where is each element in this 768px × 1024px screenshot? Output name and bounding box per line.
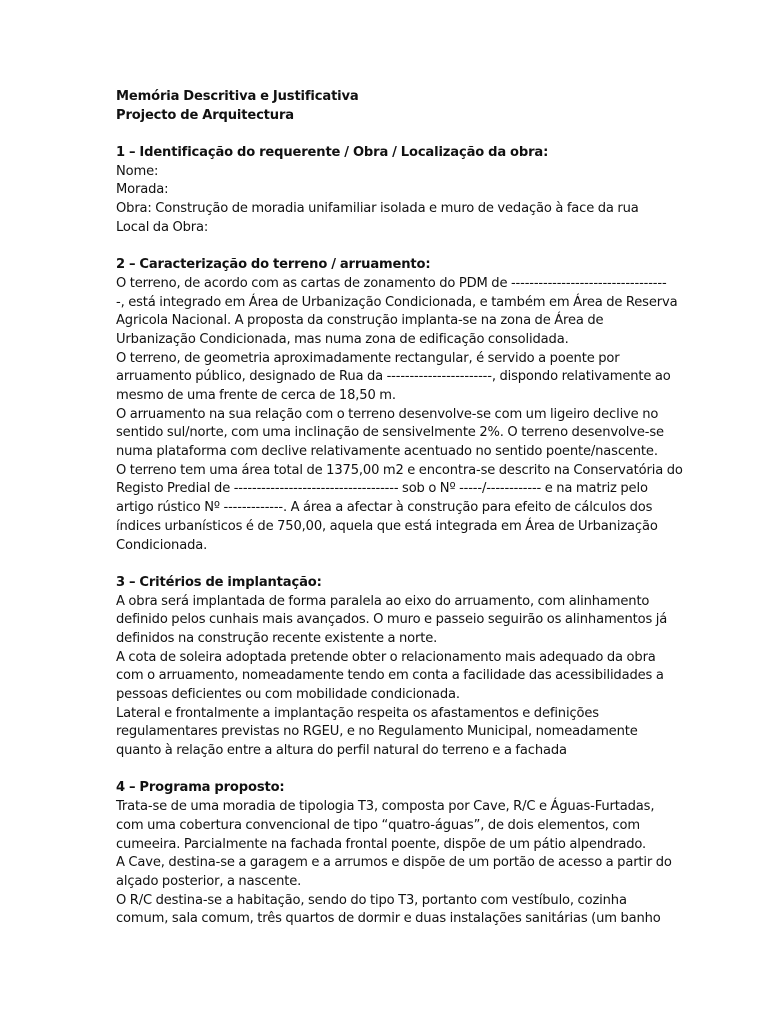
section-2-line: sentido sul/norte, com uma inclinação de sensivelmente 2%. O terreno desenvolve-se xyxy=(116,425,664,441)
section-2-line: mesmo de uma frente de cerca de 18,50 m. xyxy=(116,388,396,403)
section-3-line: A obra será implantada de forma paralela ao eixo do arruamento, com alinhamento xyxy=(116,593,650,609)
paragraph-spacer xyxy=(116,238,661,257)
section-2-line: O arruamento na sua relação com o terreno desenvolve-se com um ligeiro declive no xyxy=(116,406,659,422)
section-4-line: cumeeira. Parcialmente na fachada frontal poente, dispõe de um pátio alpendrado. xyxy=(116,836,647,852)
section-3-heading: 3 – Critérios de implantação: xyxy=(116,574,322,590)
paragraph-spacer xyxy=(116,761,661,780)
section-3-line: definido pelos cunhais mais avançados. O muro e passeio seguirão os alinhamentos já xyxy=(116,612,668,628)
section-3-line: A cota de soleira adoptada pretende obter o relacionamento mais adequado da obra xyxy=(116,649,656,665)
section-4-line: comum, sala comum, três quartos de dormir e duas instalações sanitárias (um banho xyxy=(116,911,661,927)
section-2-line: O terreno, de acordo com as cartas de zonamento do PDM de ---------------------------------- xyxy=(116,275,667,291)
section-2-line: Urbanização Condicionada, mas numa zona de edificação consolidada. xyxy=(116,331,569,347)
section-4-line: com uma cobertura convencional de tipo “quatro-águas”, de dois elementos, com xyxy=(116,817,640,833)
section-2-line: O terreno, de geometria aproximadamente rectangular, é servido a poente por xyxy=(116,350,620,366)
section-2-line: índices urbanísticos é de 750,00, aquela que está integrada em Área de Urbanização xyxy=(116,518,658,534)
section-1-line: Morada: xyxy=(116,182,169,198)
document-title: Memória Descritiva e Justificativa xyxy=(116,89,359,104)
paragraph-spacer xyxy=(116,125,661,144)
paragraph-spacer xyxy=(116,555,661,574)
section-2-line: Registo Predial de ------------------------------------ sob o Nº -----/------------ e na matriz pelo xyxy=(116,481,648,497)
section-4-line: Trata-se de uma moradia de tipologia T3, composta por Cave, R/C e Águas-Furtadas, xyxy=(116,799,655,815)
section-2-line: Agricola Nacional. A proposta da construção implanta-se na zona de Área de xyxy=(116,313,604,329)
section-4-line: O R/C destina-se a habitação, sendo do tipo T3, portanto com vestíbulo, cozinha xyxy=(116,892,627,908)
section-2-line: Condicionada. xyxy=(116,537,208,553)
section-1-line: Local da Obra: xyxy=(116,219,209,235)
section-2-line: numa plataforma com declive relativamente acentuado no sentido poente/nascente. xyxy=(116,444,658,460)
section-1-line: Nome: xyxy=(116,163,159,179)
section-2-heading: 2 – Caracterização do terreno / arruamento: xyxy=(116,257,431,273)
section-1-line: Obra: Construção de moradia unifamiliar isolada e muro de vedação à face da rua xyxy=(116,201,639,217)
section-2-line: arruamento público, designado de Rua da -----------------------, dispondo relativamente ao xyxy=(116,369,671,385)
section-4-line: A Cave, destina-se a garagem e a arrumos e dispõe de um portão de acesso a partir do xyxy=(116,855,672,871)
section-1-heading: 1 – Identificação do requerente / Obra / Localização da obra: xyxy=(116,145,549,161)
section-3-line: regulamentares previstas no RGEU, e no Regulamento Municipal, nomeadamente xyxy=(116,724,638,740)
section-4-heading: 4 – Programa proposto: xyxy=(116,780,285,796)
section-2-line: O terreno tem uma área total de 1375,00 m2 e encontra-se descrito na Conservatória do xyxy=(116,462,683,478)
section-2-line: -, está integrado em Área de Urbanização Condicionada, e também em Área de Reserva xyxy=(116,294,678,310)
section-3-line: com o arruamento, nomeadamente tendo em conta a facilidade das acessibilidades a xyxy=(116,668,664,684)
section-3-line: quanto à relação entre a altura do perfil natural do terreno e a fachada xyxy=(116,743,567,759)
section-3-line: Lateral e frontalmente a implantação respeita os afastamentos e definições xyxy=(116,705,599,721)
section-3-line: definidos na construção recente existente a norte. xyxy=(116,630,438,646)
section-2-line: artigo rústico Nº -------------. A área a afectar à construção para efeito de cálculos dos xyxy=(116,500,653,516)
document-subtitle: Projecto de Arquitectura xyxy=(116,107,294,123)
section-4-line: alçado posterior, a nascente. xyxy=(116,873,302,889)
document-body xyxy=(116,88,683,929)
section-3-line: pessoas deficientes ou com mobilidade condicionada. xyxy=(116,687,460,702)
